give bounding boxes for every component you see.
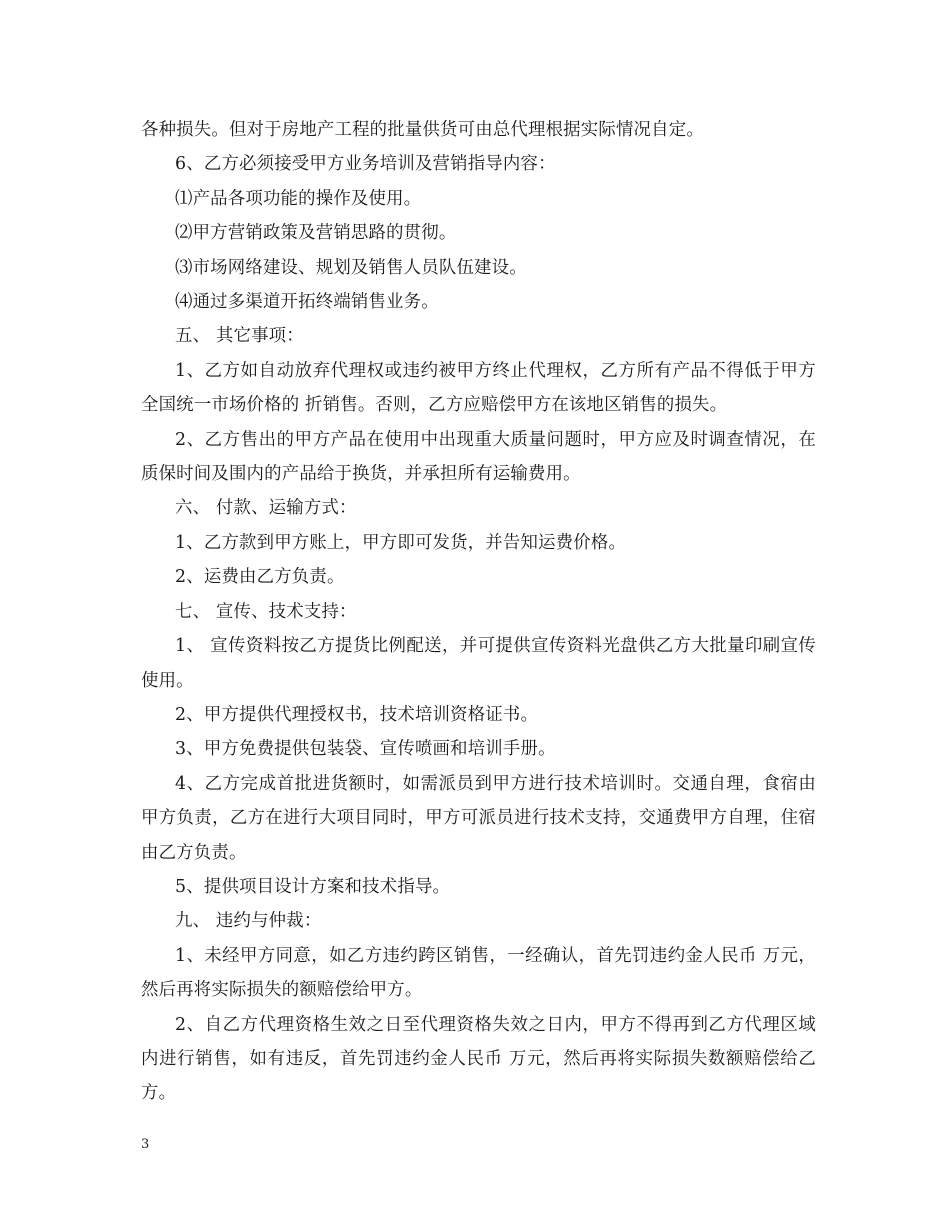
paragraph: ⑶市场网络建设、规划及销售人员队伍建设。 (175, 257, 527, 278)
paragraph: 2、甲方提供代理授权书，技术培训资格证书。 (175, 704, 539, 725)
section-heading: 七、 宣传、技术支持： (175, 601, 357, 622)
paragraph: 1、乙方款到甲方账上，甲方即可发货，并告知运费价格。 (175, 532, 627, 553)
paragraph: ⑷通过多渠道开拓终端销售业务。 (175, 292, 439, 313)
section-heading: 五、 其它事项： (175, 326, 304, 347)
paragraph: 2、乙方售出的甲方产品在使用中出现重大质量问题时，甲方应及时调查情况，在质保时间及围内的产品给于换货，并承担所有运输费用。 (141, 429, 816, 485)
paragraph: 1、未经甲方同意，如乙方违约跨区销售，一经确认，首先罚违约金人民币 万元，然后再将实际损失的额赔偿给甲方。 (141, 945, 816, 1001)
paragraph: ⑴产品各项功能的操作及使用。 (175, 188, 422, 209)
section-heading: 六、 付款、运输方式： (175, 498, 357, 519)
paragraph: 5、提供项目设计方案和技术指导。 (175, 876, 451, 897)
paragraph: 4、乙方完成首批进货额时，如需派员到甲方进行技术培训时。交通自理，食宿由甲方负责，乙方在进行大项目同时，甲方可派员进行技术支持，交通费甲方自理，住宿由乙方负责。 (141, 773, 816, 863)
paragraph: 1、乙方如自动放弃代理权或违约被甲方终止代理权，乙方所有产品不得低于甲方全国统一市场价格的 折销售。否则，乙方应赔偿甲方在该地区销售的损失。 (141, 360, 816, 416)
paragraph: ⑵甲方营销政策及营销思路的贯彻。 (175, 223, 457, 244)
document-body (141, 113, 816, 1111)
paragraph: 各种损失。但对于房地产工程的批量供货可由总代理根据实际情况自定。 (141, 120, 704, 140)
page-number: 3 (141, 1137, 150, 1152)
paragraph: 2、运费由乙方负责。 (175, 567, 345, 588)
paragraph: 2、自乙方代理资格生效之日至代理资格失效之日内，甲方不得再到乙方代理区域内进行销售，如有违反，首先罚违约金人民币 万元，然后再将实际损失数额赔偿给乙方。 (141, 1014, 816, 1104)
paragraph: 1、 宣传资料按乙方提货比例配送，并可提供宣传资料光盘供乙方大批量印刷宣传使用。 (141, 636, 816, 691)
paragraph: 3、甲方免费提供包装袋、宣传喷画和培训手册。 (175, 739, 556, 760)
paragraph: 6、乙方必须接受甲方业务培训及营销指导内容： (175, 154, 556, 175)
section-heading: 九、 违约与仲裁： (175, 911, 322, 932)
